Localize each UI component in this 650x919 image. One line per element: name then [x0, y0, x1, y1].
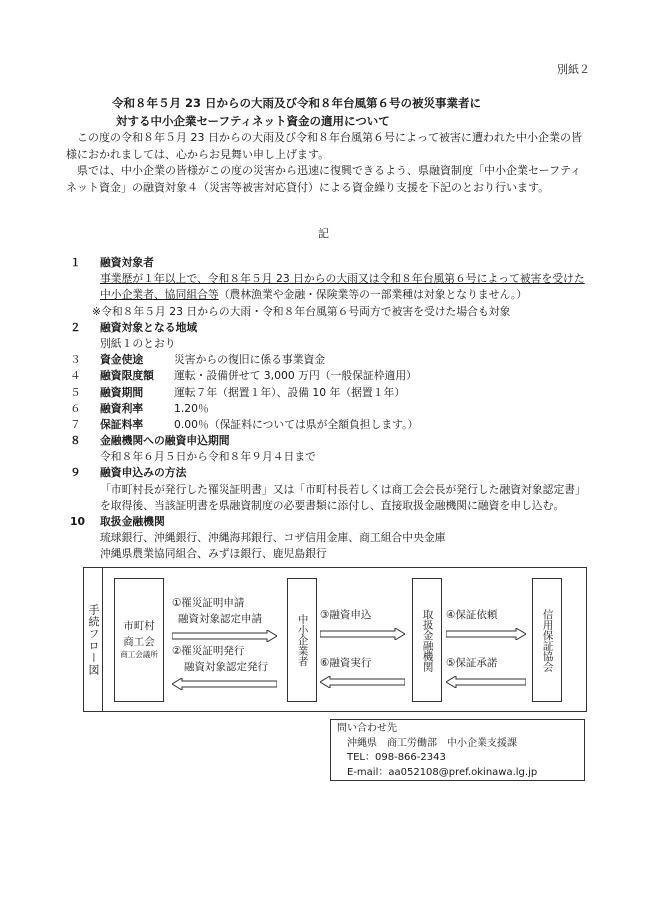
- section-number: ５: [70, 385, 81, 399]
- section-title: 取扱金融機関: [100, 515, 165, 528]
- section-2-heading: [70, 320, 590, 336]
- step-1-line-2: 融資対象認定申請: [178, 612, 262, 625]
- box-credit-guarantee: 信用保証協会: [532, 578, 562, 702]
- section-key: 融資限度額: [100, 369, 154, 383]
- step-6-label: ⑥融資実行: [320, 657, 372, 669]
- ki-heading: 記: [318, 227, 329, 240]
- step-1-line-1: ①罹災証明申請: [172, 597, 245, 609]
- section-number: ７: [70, 417, 81, 431]
- box-sme: 中小企業者: [287, 578, 317, 702]
- contact-title: 問い合わせ先: [337, 723, 397, 734]
- section-7: [70, 417, 590, 433]
- section-1-note: ※令和８年５月 23 日からの大雨・令和８年台風第６号両方で被害を受けた場合も対象: [92, 304, 511, 318]
- arrow-right-step-3: [320, 628, 405, 640]
- attachment-label: 別紙２: [557, 63, 590, 76]
- section-8-heading: [70, 433, 590, 449]
- section-key: 融資期間: [100, 385, 144, 399]
- section-9-body: 「市町村長が発行した罹災証明書」又は「市町村長若しくは商工会会長が発行した融資対象認定書」を取得後、当該証明書を県融資制度の必要書類に添付し、直接取扱金融機関に融資を申し込む。: [100, 482, 586, 512]
- section-value: 1.20％: [174, 401, 209, 415]
- arrow-left-step-6: [320, 676, 405, 688]
- eligibility-exclusion: （農林漁業や金融・保険業等の一部業種は対象となりません。）: [218, 288, 528, 302]
- intro-paragraph-2: 県では、中小企業の皆様がこの度の災害から迅速に復興できるよう、県融資制度「中小企業セーフティネット資金」の融資対象４（災害等被害対応貸付）による資金繰り支援を下記のとおり行います。: [66, 164, 582, 194]
- section-2-body: 別紙１のとおり: [100, 336, 176, 350]
- flow-label: 手続フロー図: [84, 568, 103, 711]
- section-key: 保証料率: [100, 417, 144, 431]
- section-number: ８: [70, 434, 81, 448]
- section-4: [70, 368, 590, 384]
- arrow-right-step-1: [172, 630, 277, 642]
- step-4-label: ④保証依頼: [446, 609, 498, 621]
- section-5: [70, 385, 590, 401]
- section-key: 資金使途: [100, 353, 144, 367]
- section-title: 金融機関への融資申込期間: [100, 434, 230, 448]
- section-1-heading: [70, 255, 590, 271]
- bank-list-line-1: 琉球銀行、沖縄銀行、沖縄海邦銀行、コザ信用金庫、商工組合中央金庫: [100, 531, 446, 545]
- section-value: 災害からの復旧に係る事業資金: [174, 353, 326, 367]
- section-value: 運転・設備併せて 3,000 万円（一般保証枠適用）: [174, 369, 417, 383]
- title-line-2: 対する中小企業セーフティネット資金の適用について: [116, 113, 390, 128]
- contact-box: [330, 719, 585, 781]
- document-title: [112, 95, 572, 131]
- arrow-right-step-4: [446, 628, 526, 640]
- intro-paragraph-1: この度の令和８年５月 23 日からの大雨及び令和８年台風第６号によって被害に遭われた中小企業の皆様におかれましては、心からお見舞い申し上げます。: [66, 131, 582, 161]
- section-title: 融資対象となる地域: [100, 320, 198, 334]
- arrow-left-step-2: [172, 678, 277, 690]
- section-key: 融資利率: [100, 401, 144, 415]
- bank-list-line-2: 沖縄県農業協同組合、みずほ銀行、鹿児島銀行: [100, 547, 327, 561]
- arrow-left-step-5: [446, 676, 526, 688]
- step-2-line-2: 融資対象認定発行: [184, 660, 268, 673]
- conditions-list: [70, 255, 590, 563]
- title-line-1: 令和８年５月 23 日からの大雨及び令和８年台風第６号の被災事業者に: [112, 96, 482, 110]
- section-title: 融資対象者: [100, 256, 154, 269]
- contact-email: E-mail：aa052108@pref.okinawa.lg.jp: [347, 766, 538, 778]
- step-2-line-1: ②罹災証明発行: [172, 645, 245, 657]
- step-3-label: ③融資申込: [320, 609, 372, 621]
- box-municipality: [114, 578, 164, 702]
- section-10-heading: [70, 514, 590, 530]
- box-municipality-line-2: 商工会: [123, 635, 155, 648]
- procedure-flow-diagram: [83, 567, 587, 712]
- section-6: [70, 401, 590, 417]
- box-municipality-line-1: 市町村: [123, 620, 155, 633]
- section-1-body: [100, 271, 590, 303]
- section-3: [70, 352, 590, 368]
- box-municipality-sub: 商工会議所: [120, 649, 158, 659]
- contact-tel: TEL：098-866-2343: [347, 752, 446, 763]
- section-number: ３: [70, 353, 81, 367]
- box-financial-institution: 取扱金融機関: [412, 578, 442, 702]
- section-value: 運転７年（据置１年）、設備 10 年（据置１年）: [174, 385, 406, 399]
- contact-org: 沖縄県 商工労働部 中小企業支援課: [347, 737, 517, 749]
- step-5-label: ⑤保証承諾: [446, 657, 498, 669]
- section-number: ９: [70, 466, 81, 480]
- intro-text: [66, 130, 588, 196]
- section-number: 10: [70, 515, 86, 528]
- section-number: ４: [70, 369, 81, 383]
- step-1-label: [172, 596, 262, 628]
- section-title: 融資申込みの方法: [100, 466, 187, 480]
- section-9-heading: [70, 465, 590, 481]
- section-value: 0.00％（保証料については県が全額負担します。）: [174, 417, 419, 431]
- step-2-label: [172, 644, 268, 676]
- eligibility-underlined: 事業歴が１年以上で、令和８年５月 23 日からの大雨又は令和８年台風第６号によって被害を受けた中小企業者、協同組合等: [100, 272, 585, 302]
- section-number: ２: [70, 320, 81, 334]
- section-8-body: 令和８年６月５日から令和８年９月４日まで: [100, 450, 316, 464]
- section-number: １: [70, 256, 81, 269]
- section-number: ６: [70, 401, 81, 415]
